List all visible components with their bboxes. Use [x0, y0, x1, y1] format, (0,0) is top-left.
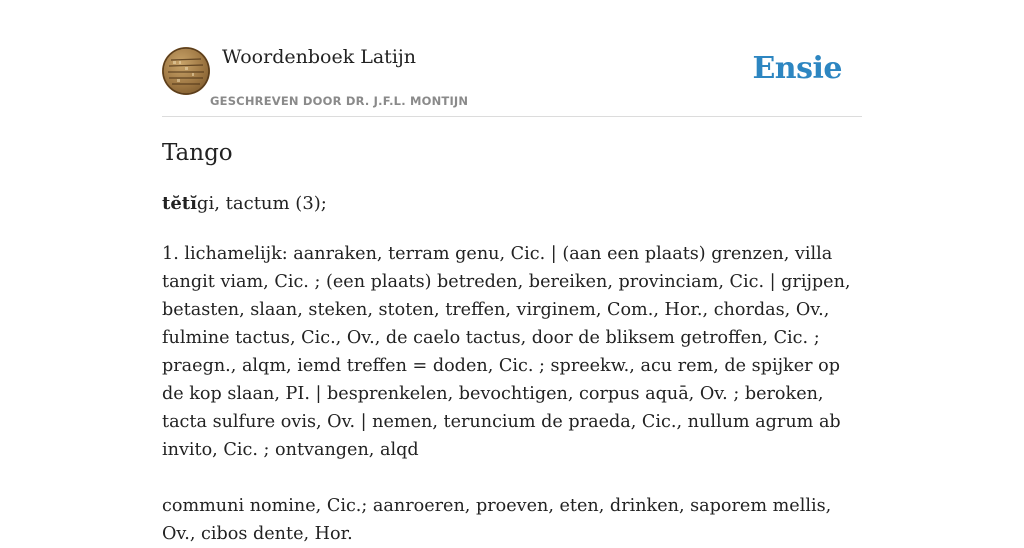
entry-definition	[162, 240, 862, 548]
page-container	[162, 0, 862, 544]
principal-parts-rest: gi, tactum (3);	[196, 193, 327, 214]
principal-parts-bold: tĕtĭ	[162, 193, 197, 214]
definition-paragraph: 1. lichamelijk: aanraken, terram genu, Cic. | (aan een plaats) grenzen, villa tangit viam, Cic. ; (een plaats) betreden, bereiken, provinciam, Cic. | grijpen, betasten, slaan, steken, stoten, treffen, virginem, Com., Hor., chordas, Ov., fulmine tactus, Cic., Ov., de caelo tactus, door de bliksem getroffen, Cic. ; praegn., alqm, iemd treffen = doden, Cic. ; spreekw., acu rem, de spijker op de kop slaan, PI. | besprenkelen, bevochtigen, corpus aquā, Ov. ; beroken, tacta sulfure ovis, Ov. | nemen, teruncium de praeda, Cic., nullum agrum ab invito, Cic. ; ontvangen, alqd	[162, 244, 851, 460]
coin-inscription-logo-icon[interactable]	[162, 47, 210, 95]
definition-paragraph: communi nomine, Cic.; aanroeren, proeven, eten, drinken, saporem mellis, Ov., cibos dente, Hor.	[162, 496, 832, 544]
entry-principal-parts	[162, 193, 327, 214]
dictionary-title[interactable]: Woordenboek Latijn	[222, 46, 417, 68]
ensie-brand-logo[interactable]: Ensie	[752, 51, 842, 86]
author-byline: GESCHREVEN DOOR DR. J.F.L. MONTIJN	[210, 94, 469, 108]
entry-title: Tango	[162, 140, 233, 166]
site-header	[162, 0, 862, 117]
